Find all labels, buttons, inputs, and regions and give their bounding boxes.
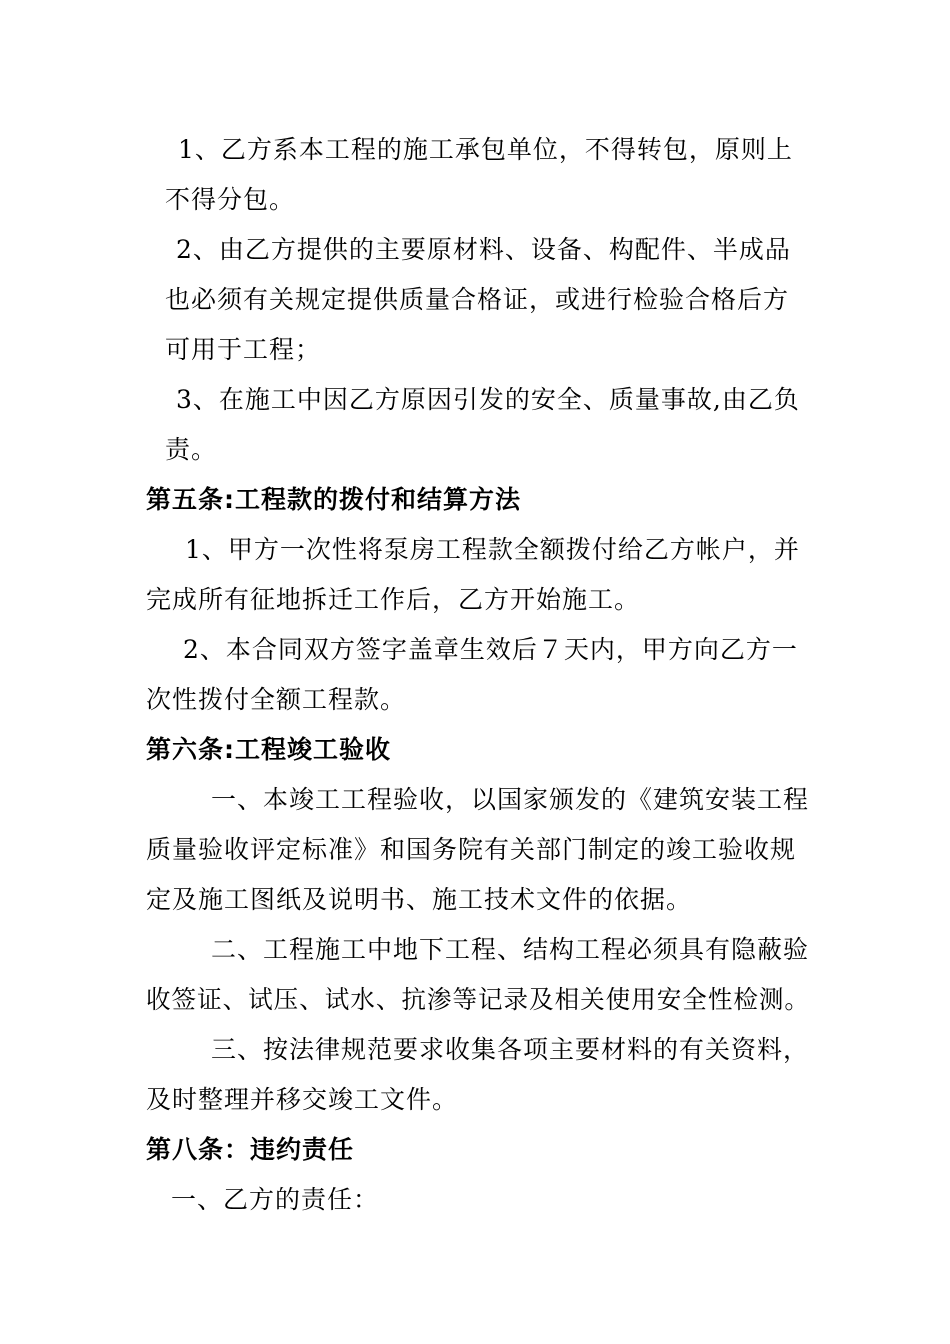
clause6-item2-line2: 收签证、试压、试水、抗渗等记录及相关使用安全性检测。 xyxy=(146,985,810,1014)
clause6-item3-line1: 三、按法律规范要求收集各项主要材料的有关资料， xyxy=(211,1035,810,1064)
clause4-item2-line3: 可用于工程； xyxy=(165,335,322,364)
clause4-item2-line2: 也必须有关规定提供质量合格证，或进行检验合格后方 xyxy=(165,285,790,314)
clause4-item1-line2: 不得分包。 xyxy=(165,185,296,214)
clause5-item1-line1: 1、甲方一次性将泵房工程款全额拨付给乙方帐户，并 xyxy=(185,535,800,564)
clause5-item2-line1: 2、本合同双方签字盖章生效后７天内，甲方向乙方一 xyxy=(183,635,798,664)
clause6-item3-line2: 及时整理并移交竣工文件。 xyxy=(146,1085,459,1114)
clause6-item2-line1: 二、工程施工中地下工程、结构工程必须具有隐蔽验 xyxy=(211,935,810,964)
clause6-item1-line2: 质量验收评定标准》和国务院有关部门制定的竣工验收规 xyxy=(146,835,797,864)
clause6-heading: 第六条:工程竣工验收 xyxy=(146,735,391,764)
clause6-item1-line1: 一、本竣工工程验收，以国家颁发的《建筑安装工程 xyxy=(211,785,810,814)
clause8-item1-line1: 一、乙方的责任： xyxy=(171,1185,380,1214)
clause4-item3-line2: 责。 xyxy=(165,435,218,464)
clause4-item2-line1: 2、由乙方提供的主要原材料、设备、构配件、半成品 xyxy=(176,235,791,264)
clause4-item1-line1: 1、乙方系本工程的施工承包单位，不得转包，原则上 xyxy=(178,135,793,164)
clause5-heading: 第五条:工程款的拨付和结算方法 xyxy=(146,485,521,514)
clause5-item1-line2: 完成所有征地拆迁工作后，乙方开始施工。 xyxy=(146,585,641,614)
clause8-heading: 第八条：违约责任 xyxy=(146,1135,355,1164)
clause4-item3-line1: 3、在施工中因乙方原因引发的安全、质量事故,由乙负 xyxy=(176,385,800,414)
clause5-item2-line2: 次性拨付全额工程款。 xyxy=(146,685,407,714)
clause6-item1-line3: 定及施工图纸及说明书、施工技术文件的依据。 xyxy=(146,885,693,914)
